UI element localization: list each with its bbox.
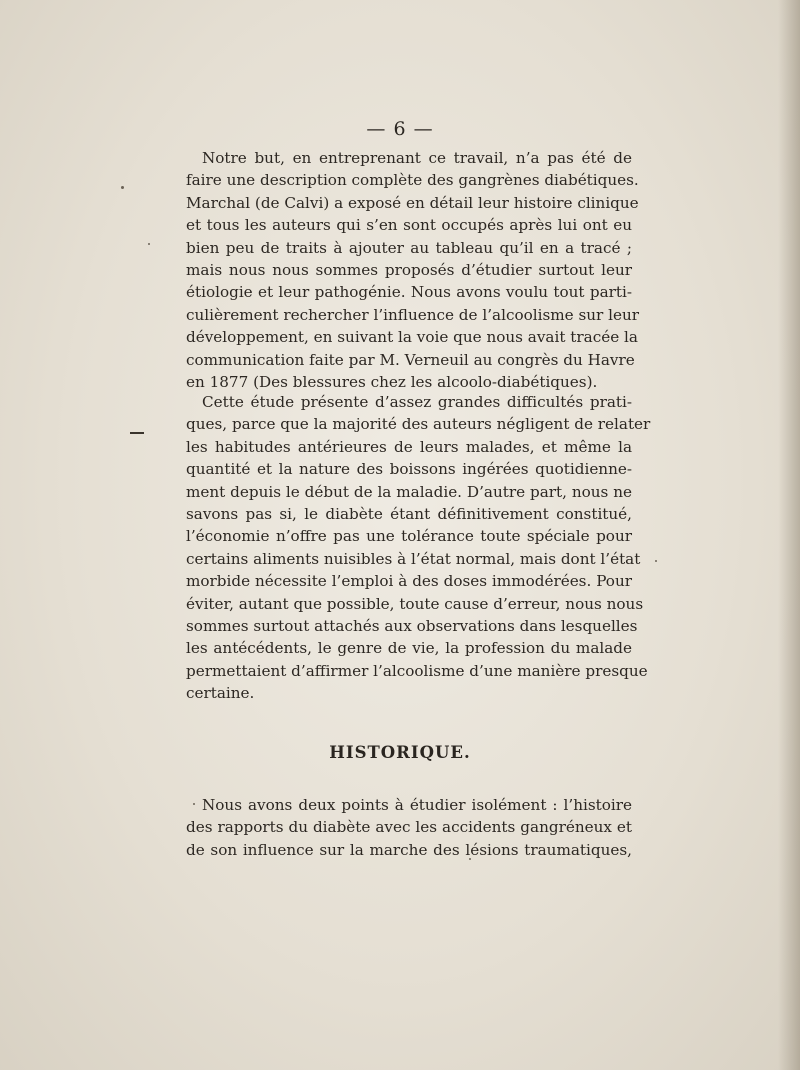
text-line: étiologie et leur pathogénie. Nous avons voulu tout parti- [186,283,632,302]
text-line: Nous avons deux points à étudier isolément : l’histoire [202,796,632,814]
text-line: mais nous nous sommes proposés d’étudier surtout leur [186,261,632,280]
text-line: communication faite par M. Verneuil au congrès du Havre [186,350,635,369]
page-number: — 6 — [366,118,434,140]
text-line: Cette étude présente d’assez grandes difficultés prati- [202,393,632,411]
text-line: des rapports du diabète avec les accidents gangréneux et [186,818,632,837]
text-line: Notre but, en entreprenant ce travail, n’a pas été de [202,149,632,167]
text-line: ment depuis le début de la maladie. D’autre part, nous ne [186,482,632,501]
section-heading: HISTORIQUE. [329,743,471,762]
text-line: les habitudes antérieures de leurs malades, et même la [186,437,632,456]
paragraph-3 [186,794,632,861]
text-line: quantité et la nature des boissons ingérées quotidienne- [186,460,632,479]
margin-mark [130,432,144,434]
text-line: et tous les auteurs qui s’en sont occupés après lui ont eu [186,216,632,235]
text-line: de son influence sur la marche des lésions traumatiques, [186,840,632,859]
text-line: en 1877 (Des blessures chez les alcoolo-diabétiques). [186,373,598,392]
text-line: bien peu de traits à ajouter au tableau qu’il en a tracé ; [186,238,632,257]
text-line: sommes surtout attachés aux observations dans lesquelles [186,617,638,636]
paragraph-2 [186,391,651,705]
text-line: l’économie n’offre pas une tolérance toute spéciale pour [186,527,632,546]
text-line: permettaient d’affirmer l’alcoolisme d’une manière presque [186,661,648,680]
text-line: faire une description complète des gangrènes diabétiques. [186,171,639,190]
text-line: certains aliments nuisibles à l’état normal, mais dont l’état [186,549,641,568]
page-edge-shadow [778,0,800,1070]
text-line: éviter, autant que possible, toute cause d’erreur, nous nous [186,594,644,613]
text-line: Marchal (de Calvi) a exposé en détail leur histoire clinique [186,193,639,212]
text-line: développement, en suivant la voie que nous avait tracée la [186,328,638,347]
text-line: les antécédents, le genre de vie, la profession du malade [186,639,632,658]
text-line: culièrement rechercher l’influence de l’alcoolisme sur leur [186,305,640,324]
text-line: certaine. [186,684,255,703]
text-line: ques, parce que la majorité des auteurs négligent de relater [186,415,651,434]
text-line: savons pas si, le diabète étant définitivement constitué, [186,505,632,524]
text-line: morbide nécessite l’emploi à des doses immodérées. Pour [186,572,632,591]
paragraph-1 [186,147,640,393]
